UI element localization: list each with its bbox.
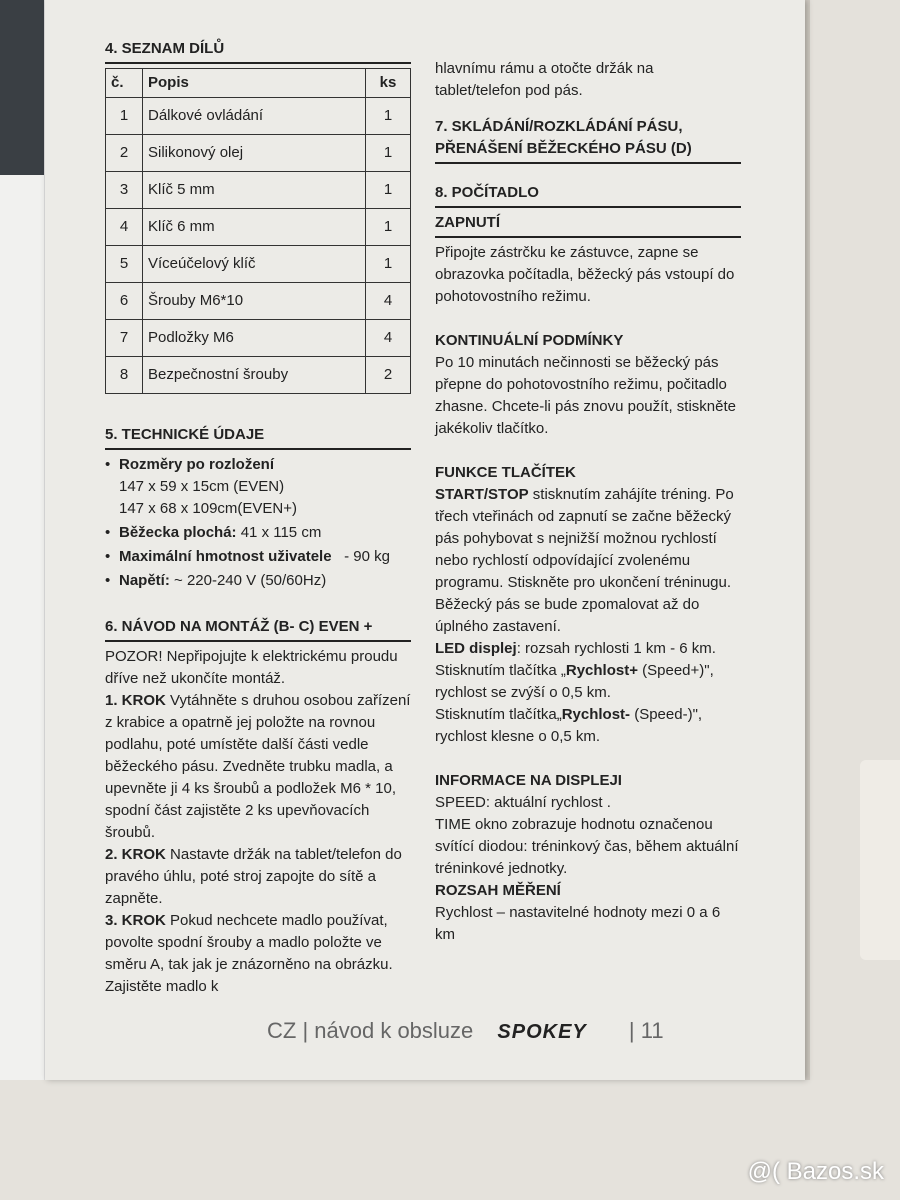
section-7-heading — [435, 116, 741, 164]
spokey-logo: SPOKEY — [497, 1021, 587, 1043]
section-7-heading-line-1: 7. SKLÁDÁNÍ/ROZKLÁDÁNÍ PÁSU, — [435, 118, 683, 135]
part-quantity: 1 — [366, 209, 411, 246]
part-number: 5 — [106, 246, 143, 283]
range-text: Rychlost – nastavitelné hodnoty mezi 0 a 6 km — [435, 904, 721, 943]
step-3-text: Pokud nechcete madlo používat, povolte spodní šrouby a madlo položte ve směru A, tak jak je znázorněno na obrázku. Zajistěte madlo k — [105, 912, 393, 995]
continuous-heading-text: KONTINUÁLNÍ PODMÍNKY — [435, 332, 624, 349]
assembly-step-2 — [105, 844, 411, 910]
right-column — [435, 58, 741, 946]
spec-dimensions-label: Rozměry po rozložení — [119, 456, 275, 473]
section-8-heading: 8. POČÍTADLO — [435, 182, 741, 208]
spec-max-weight-label: Maximální hmotnost uživatele — [119, 548, 332, 565]
section-5-heading: 5. TECHNICKÉ ÚDAJE — [105, 424, 411, 450]
speed-plus-pre: Stisknutím tlačítka „ — [435, 662, 566, 679]
col-header-description: Popis — [143, 69, 366, 98]
display-info-speed: SPEED: aktuální rychlost . — [435, 794, 611, 811]
part-quantity: 1 — [366, 172, 411, 209]
parts-table — [105, 68, 411, 394]
spec-voltage — [105, 570, 411, 592]
part-number: 4 — [106, 209, 143, 246]
part-quantity: 1 — [366, 246, 411, 283]
table-row — [106, 246, 411, 283]
speed-plus-post: (Speed+)", rychlost se zvýší o 0,5 km. — [435, 662, 714, 701]
footer-language: CZ — [267, 1018, 297, 1043]
assembly-step-3 — [105, 910, 411, 998]
assembly-step-1 — [105, 690, 411, 844]
part-quantity: 2 — [366, 357, 411, 394]
continuous-text: Po 10 minutách nečinnosti se běžecký pás přepne do pohotovostního režimu, počitadlo zhasne. Chcete-li pás znovu použít, stiskněte jakékoliv tlačítko. — [435, 354, 736, 437]
power-on-heading: ZAPNUTÍ — [435, 212, 741, 238]
part-description: Dálkové ovládání — [143, 98, 366, 135]
page-number-value: 11 — [640, 1018, 664, 1043]
speed-minus-desc — [435, 704, 741, 748]
step-3-label: 3. KROK — [105, 912, 166, 929]
step-2-text: Nastavte držák na tablet/telefon do pravého úhlu, poté stroj zapojte do sítě a zapněte. — [105, 846, 402, 907]
spec-voltage-value: ~ 220-240 V (50/60Hz) — [174, 572, 327, 589]
step-3-continuation: hlavnímu rámu a otočte držák na tablet/telefon pod pás. — [435, 60, 654, 99]
display-info-heading-text: INFORMACE NA DISPLEJI — [435, 772, 622, 789]
display-info-time: TIME okno zobrazuje hodnotu označenou svítící diodou: tréninkový čas, během aktuální tréninkové jednotky. — [435, 816, 739, 877]
spec-running-surface-value: 41 x 115 cm — [240, 524, 322, 541]
assembly-warning: POZOR! Nepřipojujte k elektrickému proudu dříve než ukončíte montáž. — [105, 648, 398, 687]
part-description: Silikonový olej — [143, 135, 366, 172]
led-display-text: : rozsah rychlosti 1 km - 6 km. — [516, 640, 716, 657]
part-number: 7 — [106, 320, 143, 357]
col-header-quantity: ks — [366, 69, 411, 98]
part-description: Bezpečnostní šrouby — [143, 357, 366, 394]
spec-running-surface — [105, 522, 411, 544]
parts-table-header — [106, 69, 411, 98]
spec-voltage-label: Napětí: — [119, 572, 170, 589]
table-row — [106, 172, 411, 209]
spec-dimensions-even-plus: 147 x 68 x 109cm(EVEN+) — [119, 500, 298, 517]
step-2-label: 2. KROK — [105, 846, 166, 863]
speed-minus-post: (Speed-)", rychlost klesne o 0,5 km. — [435, 706, 703, 745]
bazos-watermark: @( Bazos.sk — [747, 1158, 884, 1185]
spec-running-surface-label: Běžecka plochá: — [119, 524, 237, 541]
led-display-desc — [435, 638, 741, 660]
part-description: Podložky M6 — [143, 320, 366, 357]
start-stop-desc — [435, 484, 741, 638]
spec-max-weight-value: - 90 kg — [344, 548, 390, 565]
background-stripe — [0, 0, 44, 175]
table-row — [106, 135, 411, 172]
table-row — [106, 357, 411, 394]
table-row — [106, 209, 411, 246]
power-on-text: Připojte zástrčku ke zástuvce, zapne se obrazovka počítadla, běžecký pás vstoupí do pohotovostního režimu. — [435, 244, 735, 305]
table-row — [106, 98, 411, 135]
speed-plus-desc — [435, 660, 741, 704]
start-stop-text: stisknutím zahájíte tréning. Po třech vteřinách od zapnutí se začne běžecký pás pohybovat s nejnižší možnou rychlostí nebo rychlostí odpovídající zvolenému programu. Stiskněte pro ukončení tréninugu. Běžecký pás se bude zpomalovat až do úplného zastavení. — [435, 486, 734, 635]
buttons-heading-text: FUNKCE TLAČÍTEK — [435, 464, 576, 481]
range-heading-text: ROZSAH MĚŘENÍ — [435, 882, 561, 899]
section-6-heading: 6. NÁVOD NA MONTÁŽ (B- C) EVEN + — [105, 616, 411, 642]
part-number: 2 — [106, 135, 143, 172]
spec-dimensions-even: 147 x 59 x 15cm (EVEN) — [119, 478, 285, 495]
footer-title: návod k obsluze — [314, 1018, 474, 1043]
col-header-number: č. — [106, 69, 143, 98]
speed-plus-label: Rychlost+ — [565, 662, 638, 679]
part-description: Klíč 6 mm — [143, 209, 366, 246]
spec-dimensions — [105, 454, 411, 520]
step-1-label: 1. KROK — [105, 692, 166, 709]
page-number: | 11 — [628, 1018, 664, 1043]
spec-max-weight — [105, 546, 411, 568]
part-description: Klíč 5 mm — [143, 172, 366, 209]
part-quantity: 1 — [366, 98, 411, 135]
tech-specs-list — [105, 454, 411, 592]
background-object — [860, 760, 900, 960]
continuous-heading — [435, 330, 741, 352]
led-display-label: LED displej — [435, 640, 517, 657]
page-footer: CZ | návod k obsluze SPOKEY | 11 — [267, 1018, 664, 1043]
part-description: Víceúčelový klíč — [143, 246, 366, 283]
part-quantity: 4 — [366, 320, 411, 357]
section-4-heading: 4. SEZNAM DÍLŮ — [105, 38, 411, 64]
part-quantity: 4 — [366, 283, 411, 320]
buttons-heading — [435, 462, 741, 484]
speed-minus-pre: Stisknutím tlačítka„ — [435, 706, 562, 723]
table-row — [106, 320, 411, 357]
speed-minus-label: Rychlost- — [561, 706, 631, 723]
table-row — [106, 283, 411, 320]
step-1-text: Vytáhněte s druhou osobou zařízení z krabice a opatrně jej položte na rovnou podlahu, poté umístěte další části vedle běžeckého pásu. Zvedněte trubku madla, a upevněte ji 4 ks šroubů a podložek M6 * 10, spodní část zajistěte 2 ks upevňovacích šroubů. — [105, 692, 411, 841]
part-number: 3 — [106, 172, 143, 209]
start-stop-label: START/STOP — [435, 486, 529, 503]
part-quantity: 1 — [366, 135, 411, 172]
background-right — [810, 0, 900, 1200]
range-heading — [435, 880, 741, 902]
part-number: 1 — [106, 98, 143, 135]
part-number: 8 — [106, 357, 143, 394]
part-number: 6 — [106, 283, 143, 320]
display-info-heading — [435, 770, 741, 792]
section-7-heading-line-2: PŘENÁŠENÍ BĚŽECKÉHO PÁSU (D) — [435, 140, 692, 157]
left-column — [105, 38, 411, 998]
manual-page — [45, 0, 805, 1080]
part-description: Šrouby M6*10 — [143, 283, 366, 320]
